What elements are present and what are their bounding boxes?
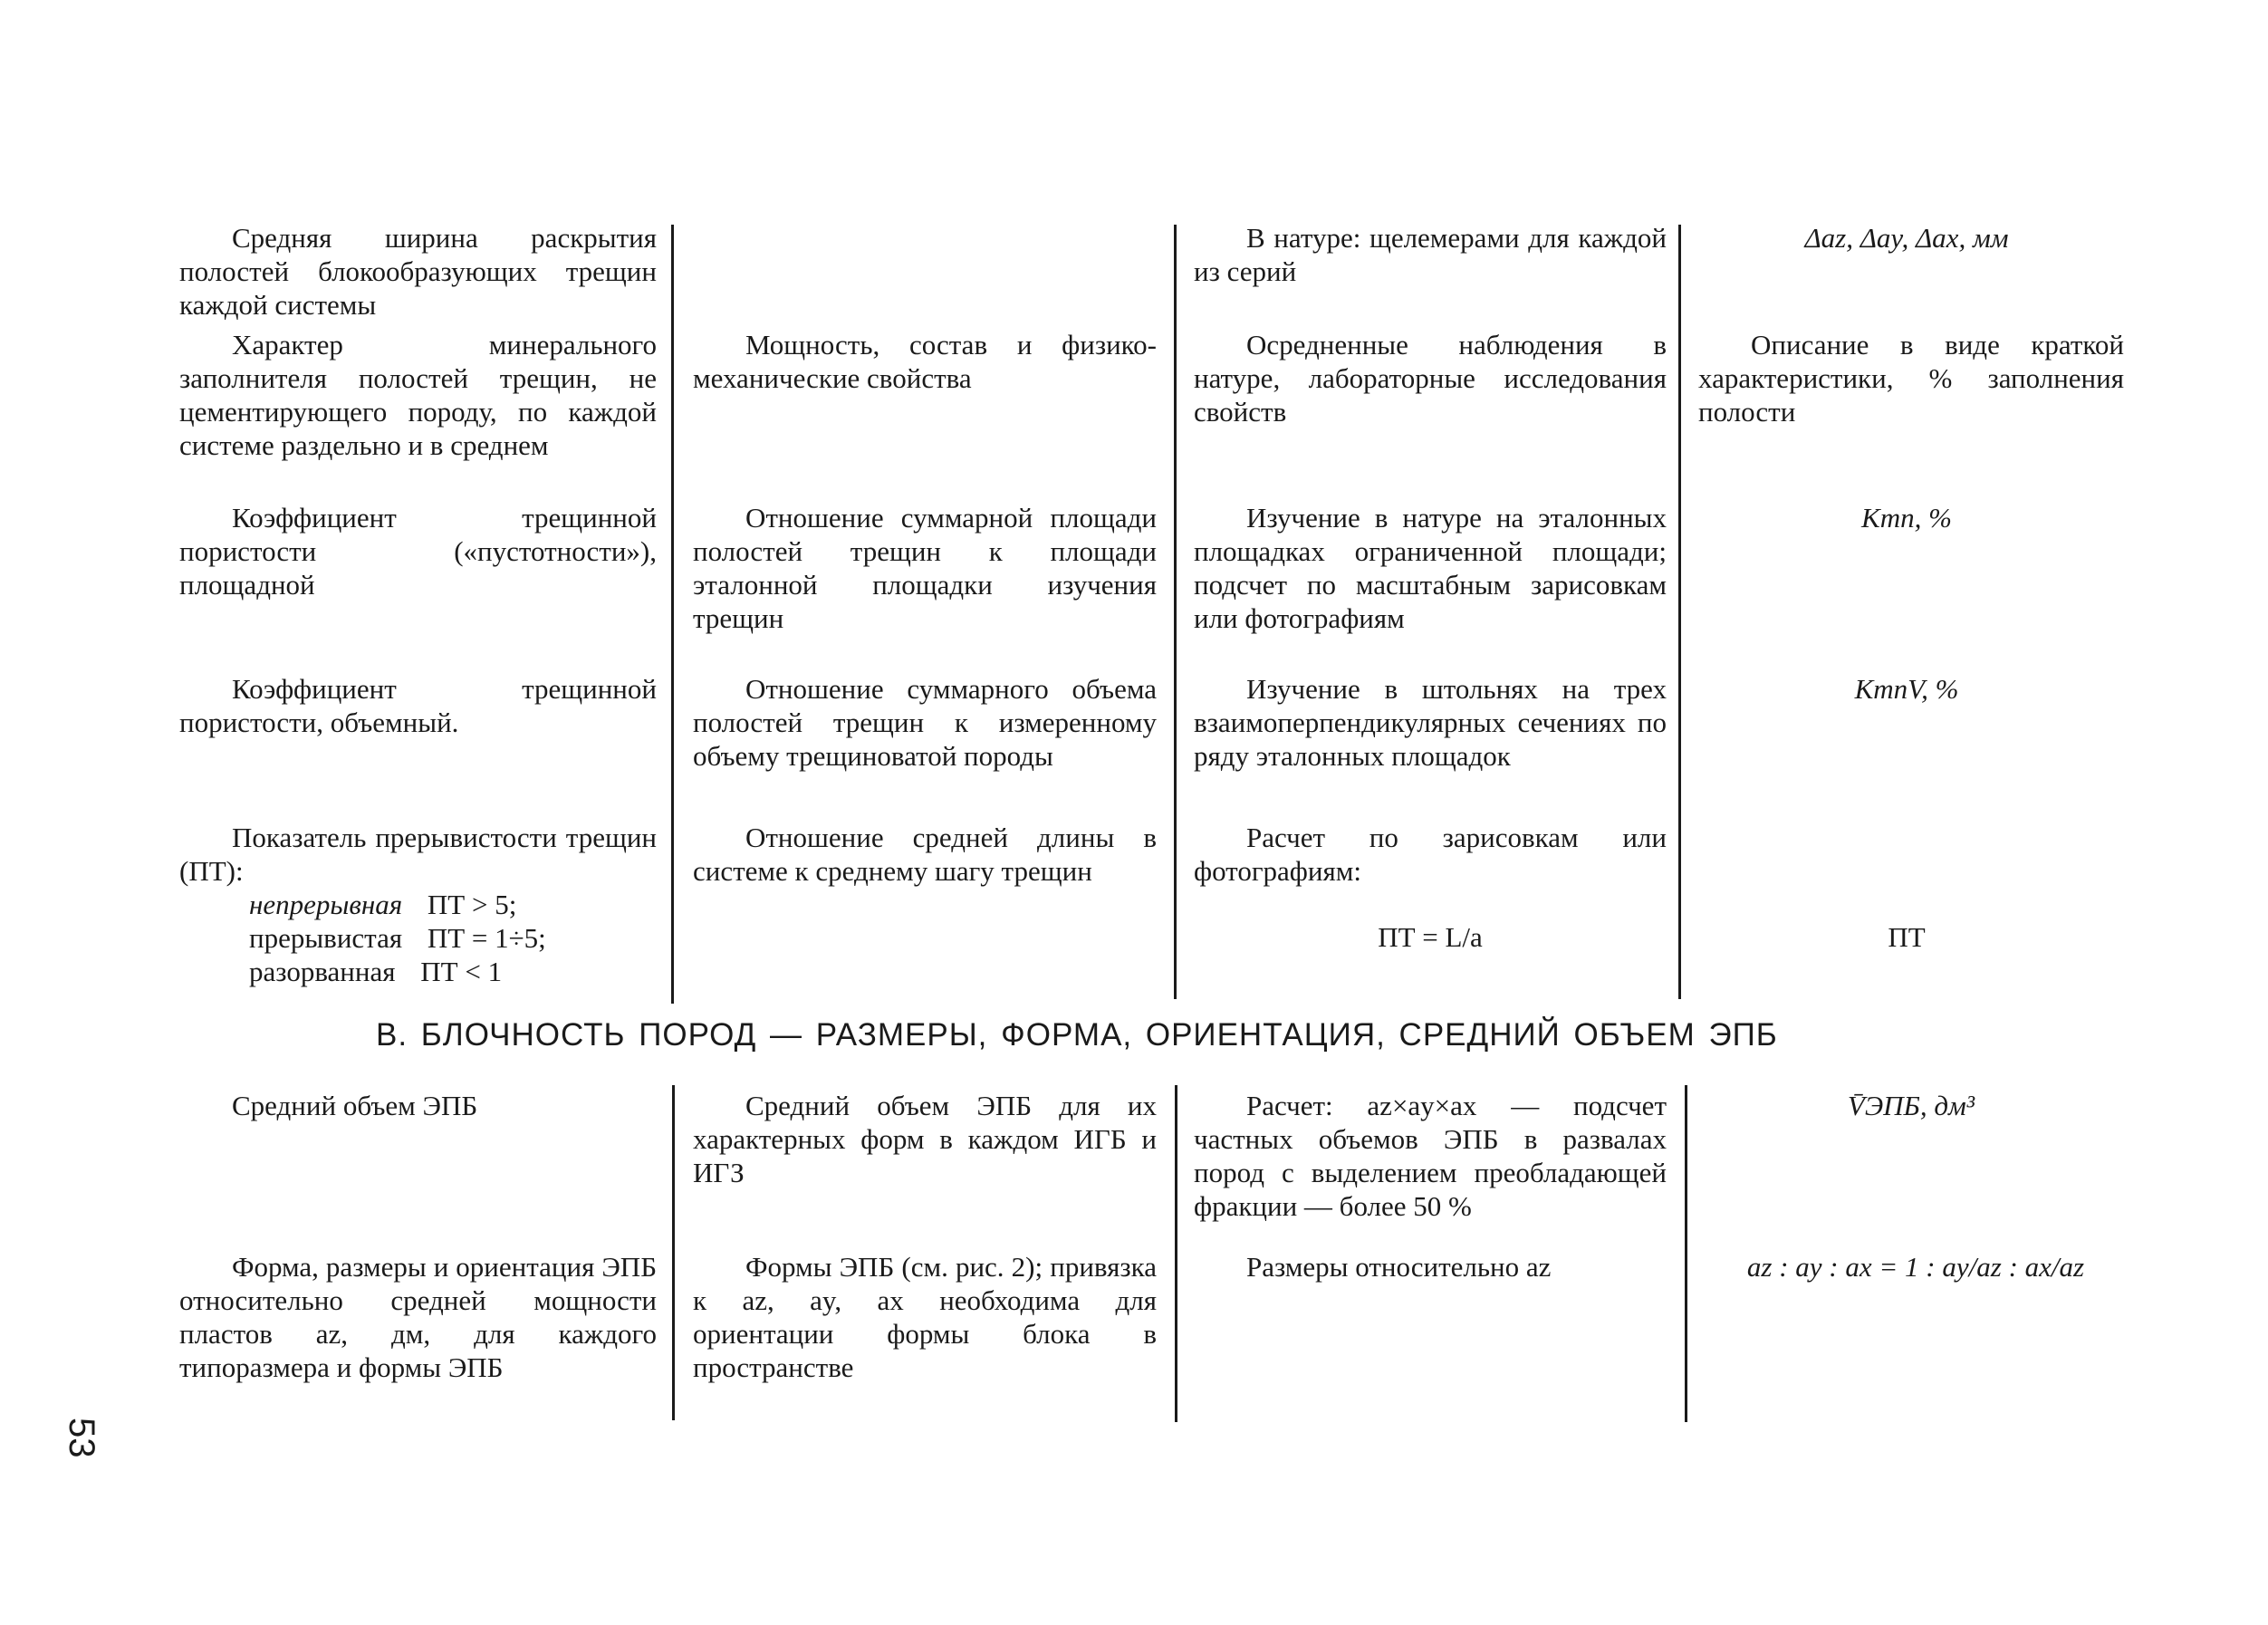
row-5-method: Расчет по зарисовкам или фотографиям:: [1194, 822, 1667, 887]
row-b1-method: Расчет: az×ay×ax — подсчет частных объемов ЭПБ в развалах пород с выделением преобладающей фракции — более 50 %: [1194, 1090, 1667, 1222]
row-2-parameter: Характер минерального заполнителя полостей трещин, не цементирующего породу, по каждой системе раздельно и в среднем: [179, 329, 657, 461]
row-5-formula: ПТ = L/a: [1378, 921, 1483, 953]
row-2-notation: Описание в виде краткой характеристики, % заполнения полости: [1698, 329, 2124, 428]
row-4-method: Изучение в штольнях на трех взаимоперпендикулярных сечениях по ряду эталонных площадок: [1194, 673, 1667, 772]
column-rule-3: [1678, 225, 1681, 999]
continuity-class-1: [249, 888, 648, 921]
row-2-method: Осредненные наблюдения в натуре, лабораторные исследования свойств: [1194, 329, 1667, 428]
row-b1-parameter: Средний объем ЭПБ: [232, 1090, 478, 1121]
row-3-method: Изучение в натуре на эталонных площадках ограниченной площади; подсчет по масштабным зарисовкам или фотографиям: [1194, 502, 1667, 634]
continuity-class-3: [249, 955, 648, 988]
row-b2-parameter: Форма, размеры и ориентация ЭПБ относительно средней мощности пластов az, дм, для каждого типоразмера и формы ЭПБ: [179, 1251, 657, 1383]
column-rule-1: [671, 225, 674, 1004]
continuity-class-2: [249, 921, 648, 955]
continuity-class-3-condition: ПТ < 1: [420, 956, 503, 987]
row-1-notation: Δaz, Δay, Δax, мм: [1804, 222, 2009, 254]
row-5-definition: Отношение средней длины в системе к среднему шагу трещин: [693, 822, 1157, 887]
row-3-parameter: Коэффициент трещинной пористости («пустотности»), площадной: [179, 502, 657, 601]
row-1-parameter: Средняя ширина раскрытия полостей блокообразующих трещин каждой системы: [179, 222, 657, 321]
row-b1-definition: Средний объем ЭПБ для их характерных форм в каждом ИГБ и ИГЗ: [693, 1090, 1157, 1188]
row-5-notation: ПТ: [1888, 921, 1926, 953]
column-rule-3b: [1685, 1085, 1687, 1422]
row-4-parameter: Коэффициент трещинной пористости, объемный.: [179, 673, 657, 738]
column-rule-2b: [1175, 1085, 1177, 1422]
row-b2-notation: az : ay : ax = 1 : ay/az : ax/az: [1746, 1251, 2085, 1283]
row-b2-method: Размеры относительно az: [1246, 1251, 1552, 1283]
row-1-method: В натуре: щелемерами для каждой из серий: [1194, 222, 1667, 287]
row-5-parameter: Показатель прерывистости трещин (ПТ):: [179, 822, 657, 887]
continuity-class-1-condition: ПТ > 5;: [427, 889, 517, 920]
column-rule-2: [1174, 225, 1177, 999]
continuity-class-2-condition: ПТ = 1÷5;: [427, 922, 546, 954]
section-heading: В. БЛОЧНОСТЬ ПОРОД — РАЗМЕРЫ, ФОРМА, ОРИЕНТАЦИЯ, СРЕДНИЙ ОБЪЕМ ЭПБ: [376, 1017, 1778, 1053]
row-b1-notation: V̄ЭПБ, дм³: [1847, 1090, 1975, 1121]
row-3-notation: Kтп, %: [1861, 502, 1952, 534]
row-3-definition: Отношение суммарной площади полостей трещин к площади эталонной площадки изучения трещин: [693, 502, 1157, 634]
page-number: 53: [62, 1418, 101, 1458]
continuity-class-3-label: разорванная: [249, 956, 396, 987]
continuity-class-2-label: прерывистая: [249, 922, 403, 954]
row-4-notation: KтпV, %: [1854, 673, 1959, 705]
column-rule-1b: [672, 1085, 675, 1420]
row-b2-definition: Формы ЭПБ (см. рис. 2); привязка к az, ay, ax необходима для ориентации формы блока в пространстве: [693, 1251, 1157, 1383]
row-4-definition: Отношение суммарного объема полостей трещин к измеренному объему трещиноватой породы: [693, 673, 1157, 772]
continuity-class-list: [249, 888, 648, 988]
continuity-class-1-label: непрерывная: [249, 889, 403, 920]
row-2-definition: Мощность, состав и физико-механические свойства: [693, 329, 1157, 394]
